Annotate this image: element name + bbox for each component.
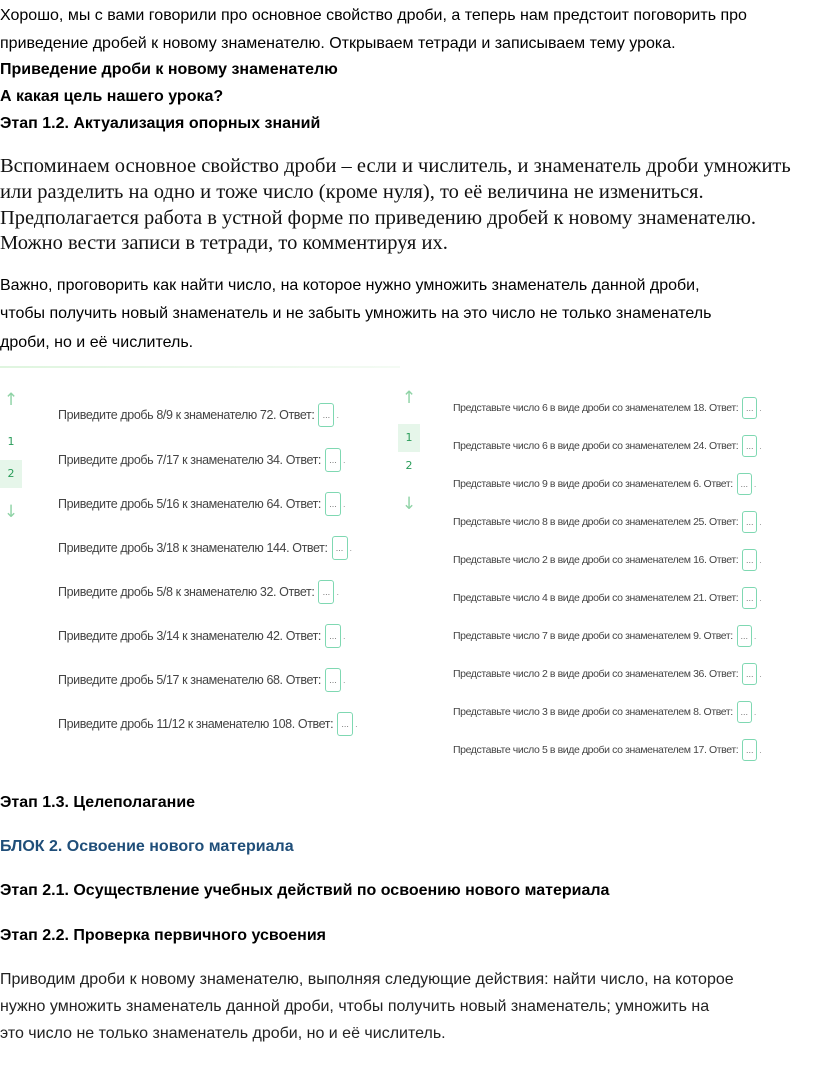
quiz-widget-right: [398, 380, 816, 770]
answer-input[interactable]: ...: [318, 580, 334, 604]
answer-input[interactable]: ...: [737, 625, 752, 647]
task-item: [58, 580, 340, 604]
pager-right: [398, 388, 420, 514]
task-item: [453, 663, 763, 685]
page-button-2[interactable]: 2: [0, 460, 22, 488]
answer-input[interactable]: ...: [337, 712, 353, 736]
important-line-1: Важно, проговорить как найти число, на которое нужно умножить знаменатель данной дроби,: [0, 277, 700, 294]
dot-marker: .: [342, 631, 346, 641]
task-text: Приведите дробь 3/18 к знаменателю 144. Ответ:: [58, 541, 328, 555]
task-text: Приведите дробь 5/16 к знаменателю 64. Ответ:: [58, 497, 321, 511]
stage-2-1-heading: Этап 2.1. Осуществление учебных действий по освоению нового материала: [0, 882, 610, 899]
intro-line-1: Хорошо, мы с вами говорили про основное свойство дроби, а теперь нам предстоит поговорить про: [0, 7, 747, 24]
task-item: [453, 435, 763, 457]
task-text: Представьте число 2 в виде дроби со знаменателем 16. Ответ:: [453, 554, 739, 566]
task-item: [58, 536, 354, 560]
answer-input[interactable]: ...: [318, 403, 334, 427]
dot-marker: .: [336, 587, 339, 597]
answer-input[interactable]: ...: [737, 473, 752, 495]
task-text: Представьте число 8 в виде дроби со знаменателем 25. Ответ:: [453, 516, 739, 528]
task-item: [58, 712, 359, 736]
answer-input[interactable]: ...: [325, 448, 341, 472]
stage-2-2-heading: Этап 2.2. Проверка первичного усвоения: [0, 927, 326, 944]
dot-marker: .: [342, 675, 346, 685]
task-item: [58, 668, 347, 692]
important-line-2: чтобы получить новый знаменатель и не забыть умножить на это число не только знаменатель: [0, 305, 712, 322]
task-item: [58, 403, 340, 427]
answer-input[interactable]: ...: [742, 397, 757, 419]
dot-marker: .: [336, 410, 339, 420]
stage-1-3-heading: Этап 1.3. Целеполагание: [0, 794, 196, 811]
task-text: Приведите дробь 5/8 к знаменателю 32. Ответ:: [58, 585, 315, 599]
task-text: Приведите дробь 11/12 к знаменателю 108. Ответ:: [58, 717, 334, 731]
final-line-1: Приводим дроби к новому знаменателю, выполняя следующие действия: найти число, на которое: [0, 971, 734, 988]
intro-line-2: приведение дробей к новому знаменателю. Открываем тетради и записываем тему урока.: [0, 35, 676, 52]
final-line-2: нужно умножить знаменатель данной дроби, чтобы получить новый знаменатель; умножить на: [0, 998, 710, 1015]
answer-input[interactable]: ...: [742, 549, 757, 571]
dot-marker: .: [759, 669, 762, 679]
task-text: Приведите дробь 5/17 к знаменателю 68. Ответ:: [58, 673, 321, 687]
dot-marker: .: [753, 479, 756, 489]
answer-input[interactable]: ...: [737, 701, 752, 723]
dot-marker: .: [759, 745, 762, 755]
dot-marker: .: [753, 631, 756, 641]
task-text: Приведите дробь 7/17 к знаменателю 34. Ответ:: [58, 453, 321, 467]
widget-top-border: [0, 366, 400, 368]
arrow-up-icon[interactable]: ↑: [401, 388, 417, 408]
dot-marker: .: [349, 543, 352, 553]
pager-left: [0, 390, 22, 522]
answer-input[interactable]: ...: [332, 536, 348, 560]
important-line-3: дроби, но и её числитель.: [0, 334, 194, 351]
arrow-down-icon[interactable]: ↓: [3, 502, 19, 522]
answer-input[interactable]: ...: [742, 739, 757, 761]
dot-marker: .: [759, 441, 762, 451]
quiz-widget-left: [0, 366, 400, 746]
task-text: Представьте число 7 в виде дроби со знаменателем 9. Ответ:: [453, 630, 733, 642]
task-item: [453, 625, 758, 647]
answer-input[interactable]: ...: [325, 668, 341, 692]
task-item: [453, 473, 758, 495]
task-text: Представьте число 5 в виде дроби со знаменателем 17. Ответ:: [453, 744, 739, 756]
dot-marker: .: [759, 555, 762, 565]
task-item: [453, 739, 763, 761]
final-line-3: это число не только знаменатель дроби, но и её числитель.: [0, 1025, 446, 1042]
task-item: [58, 448, 347, 472]
task-text: Представьте число 6 в виде дроби со знаменателем 18. Ответ:: [453, 402, 739, 414]
task-text: Представьте число 3 в виде дроби со знаменателем 8. Ответ:: [453, 706, 733, 718]
page-button-1[interactable]: 1: [398, 424, 420, 452]
dot-marker: .: [759, 517, 762, 527]
page-button-2[interactable]: 2: [405, 459, 413, 472]
answer-input[interactable]: ...: [742, 663, 757, 685]
task-item: [453, 549, 763, 571]
serif-line-4: Можно вести записи в тетради, то комментируя их.: [0, 232, 448, 254]
serif-line-1: Вспоминаем основное свойство дроби – если и числитель, и знаменатель дроби умножить: [0, 155, 791, 177]
dot-marker: .: [759, 403, 762, 413]
dot-marker: .: [759, 593, 762, 603]
dot-marker: .: [355, 719, 358, 729]
task-text: Представьте число 6 в виде дроби со знаменателем 24. Ответ:: [453, 440, 739, 452]
block-2-heading: БЛОК 2. Освоение нового материала: [0, 838, 294, 855]
answer-input[interactable]: ...: [742, 587, 757, 609]
task-item: [453, 397, 763, 419]
dot-marker: .: [342, 455, 346, 465]
answer-input[interactable]: ...: [742, 435, 757, 457]
task-text: Представьте число 2 в виде дроби со знаменателем 36. Ответ:: [453, 668, 739, 680]
task-text: Представьте число 9 в виде дроби со знаменателем 6. Ответ:: [453, 478, 733, 490]
answer-input[interactable]: ...: [325, 492, 341, 516]
dot-marker: .: [753, 707, 756, 717]
stage-1-2-heading: Этап 1.2. Актуализация опорных знаний: [0, 115, 321, 132]
page-button-1[interactable]: 1: [7, 435, 15, 448]
task-item: [453, 511, 763, 533]
answer-input[interactable]: ...: [742, 511, 757, 533]
task-item: [453, 587, 763, 609]
serif-line-3: Предполагается работа в устной форме по приведению дробей к новому знаменателю.: [0, 207, 757, 229]
task-item: [58, 624, 347, 648]
task-text: Представьте число 4 в виде дроби со знаменателем 21. Ответ:: [453, 592, 739, 604]
answer-input[interactable]: ...: [325, 624, 341, 648]
serif-line-2: или разделить на одно и тоже число (кроме нуля), то её величина не измениться.: [0, 181, 704, 203]
task-text: Приведите дробь 3/14 к знаменателю 42. Ответ:: [58, 629, 321, 643]
goal-heading: А какая цель нашего урока?: [0, 88, 224, 105]
task-item: [453, 701, 758, 723]
arrow-down-icon[interactable]: ↓: [401, 494, 417, 514]
topic-heading: Приведение дроби к новому знаменателю: [0, 61, 338, 78]
task-item: [58, 492, 347, 516]
dot-marker: .: [342, 499, 346, 509]
task-text: Приведите дробь 8/9 к знаменателю 72. Ответ:: [58, 408, 315, 422]
arrow-up-icon[interactable]: ↑: [3, 390, 19, 410]
